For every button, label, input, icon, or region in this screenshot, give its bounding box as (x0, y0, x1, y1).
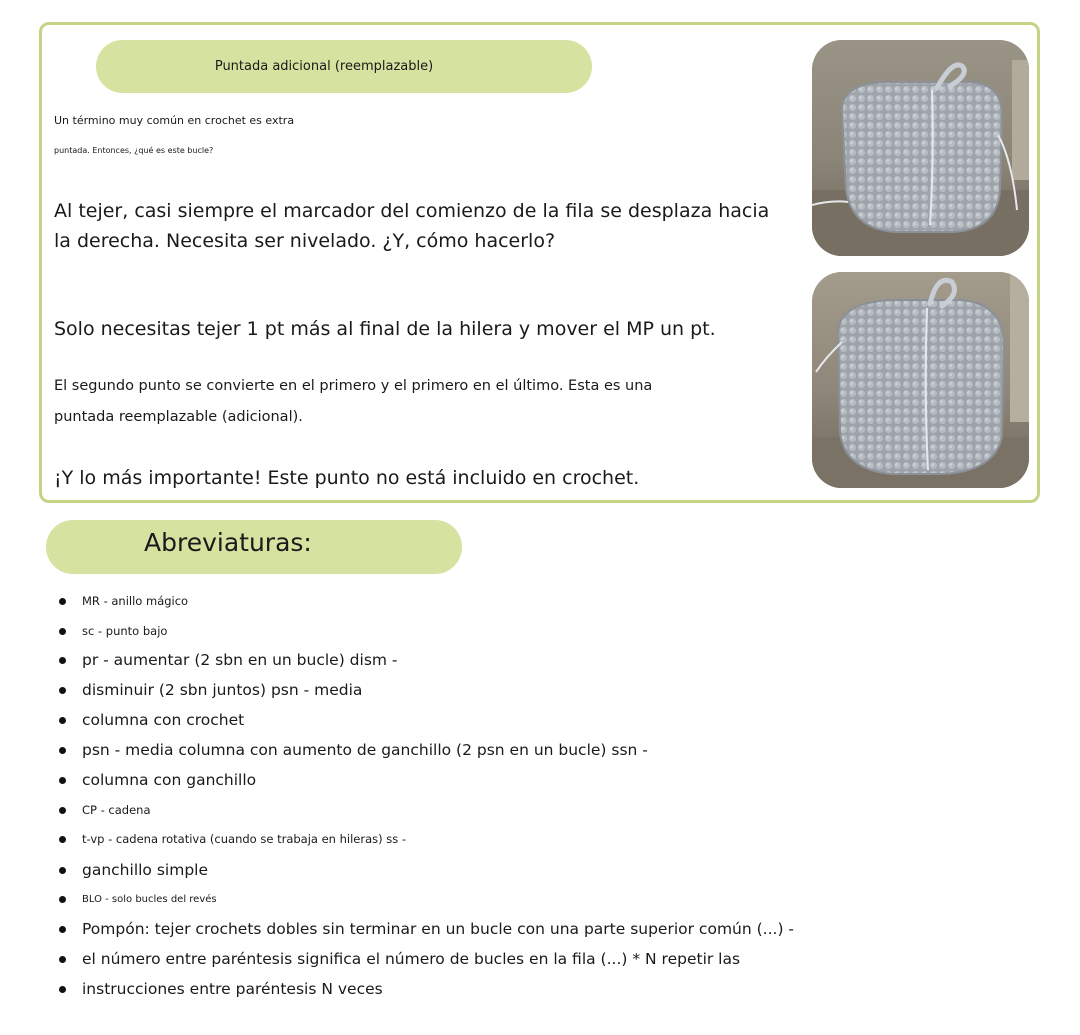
list-item: CP - cadena (82, 803, 151, 817)
list-item: psn - media columna con aumento de ganchillo (2 psn en un bucle) ssn - (82, 741, 648, 759)
list-item: pr - aumentar (2 sbn en un bucle) dism - (82, 651, 398, 669)
crochet-photo-2 (812, 272, 1029, 488)
list-item: columna con ganchillo (82, 771, 257, 789)
paragraph-1-line-1: Al tejer, casi siempre el marcador del comienzo de la fila se desplaza hacia (54, 200, 770, 222)
list-item: instrucciones entre paréntesis N veces (82, 980, 383, 998)
list-item: t-vp - cadena rotativa (cuando se trabaja en hileras) ss - (82, 832, 407, 846)
abbreviations-heading: Abreviaturas: (144, 528, 312, 557)
paragraph-1-line-2: la derecha. Necesita ser nivelado. ¿Y, cómo hacerlo? (54, 230, 556, 252)
intro-line-2: puntada. Entonces, ¿qué es este bucle? (54, 146, 214, 155)
paragraph-4: ¡Y lo más importante! Este punto no está incluido en crochet. (54, 467, 640, 489)
list-item: disminuir (2 sbn juntos) psn - media (82, 681, 363, 699)
crochet-photo-1-image (812, 40, 1029, 256)
abbreviations-heading-pill (46, 520, 462, 574)
list-item: Pompón: tejer crochets dobles sin terminar en un bucle con una parte superior común (...) - (82, 920, 795, 938)
crochet-photo-1 (812, 40, 1029, 256)
paragraph-2: Solo necesitas tejer 1 pt más al final de la hilera y mover el MP un pt. (54, 318, 716, 340)
intro-line-1: Un término muy común en crochet es extra (54, 114, 295, 127)
list-item: el número entre paréntesis significa el número de bucles en la fila (...) * N repetir las (82, 950, 741, 968)
list-item: columna con crochet (82, 711, 245, 729)
paragraph-3-line-1: El segundo punto se convierte en el primero y el primero en el último. Esta es una (54, 378, 653, 394)
paragraph-3-line-2: puntada reemplazable (adicional). (54, 409, 303, 425)
list-item: sc - punto bajo (82, 624, 168, 638)
section-title: Puntada adicional (reemplazable) (214, 59, 434, 74)
list-item: ganchillo simple (82, 861, 208, 879)
section-title-pill (96, 40, 592, 93)
list-item: BLO - solo bucles del revés (82, 894, 217, 905)
crochet-photo-2-image (812, 272, 1029, 488)
list-item: MR - anillo mágico (82, 594, 189, 608)
